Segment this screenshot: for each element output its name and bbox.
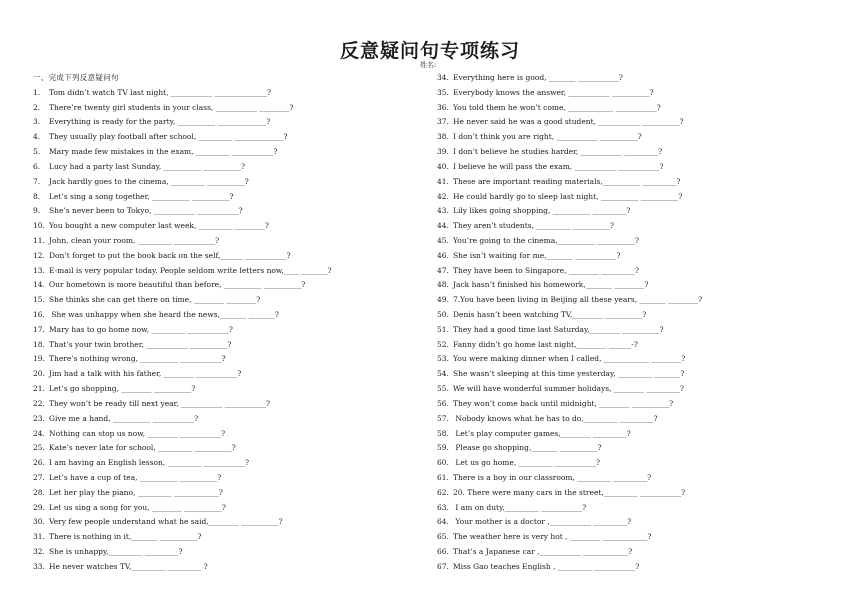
question-number: 20. xyxy=(33,369,45,379)
question-text: I don’t believe he studies harder, ___________ _________? xyxy=(453,147,663,157)
question-number: 46. xyxy=(437,250,449,260)
question-number: 29. xyxy=(33,502,45,512)
question-number: 36. xyxy=(437,102,449,112)
question-text: I don’t think you are right, ___________ __________? xyxy=(453,132,642,142)
question-item xyxy=(33,86,413,101)
question-item xyxy=(33,234,413,249)
question-number: 19. xyxy=(33,354,45,364)
question-number: 9. xyxy=(33,206,41,216)
question-item xyxy=(437,204,837,219)
question-number: 56. xyxy=(437,398,449,408)
question-item xyxy=(437,441,837,456)
question-number: 50. xyxy=(437,310,449,319)
question-item xyxy=(33,145,413,160)
question-text: You bought a new computer last week, _________ ________? xyxy=(49,221,269,231)
question-number: 7. xyxy=(33,176,41,186)
question-text: I believe he will pass the exam, ___________ ___________? xyxy=(453,161,664,171)
question-text: There is a boy in our classroom, _________ _________? xyxy=(453,472,652,482)
question-item xyxy=(437,86,837,101)
question-text: Please go shopping,_______ __________? xyxy=(453,443,602,453)
question-item xyxy=(33,486,413,501)
question-text: Miss Gao teaches English , _________ ___________? xyxy=(453,561,640,571)
question-item xyxy=(437,530,837,545)
question-text: You were making dinner when I called, ____________ ________? xyxy=(453,354,686,364)
question-item xyxy=(33,130,413,145)
question-text: Jack hasn’t finished his homework,_______ ________? xyxy=(453,280,649,290)
question-text: 20. There were many cars in the street,_________ ___________? xyxy=(453,487,686,497)
question-item xyxy=(437,560,837,575)
question-number: 33. xyxy=(33,561,45,571)
question-text: She isn’t waiting for me,_______ ___________? xyxy=(453,250,621,260)
question-text: Very few people understand what he said,________ __________? xyxy=(49,517,283,527)
question-text: E-mail is very popular today. People seldom write letters now,____ _______? xyxy=(49,265,332,275)
question-text: Mary has to go home now, _________ ___________? xyxy=(49,324,233,334)
question-number: 31. xyxy=(33,532,45,542)
question-item xyxy=(437,545,837,560)
question-number: 55. xyxy=(437,384,449,394)
question-item xyxy=(437,293,837,308)
question-number: 37. xyxy=(437,117,449,127)
question-item xyxy=(437,219,837,234)
question-text: He could hardly go to sleep last night, __________ __________? xyxy=(453,191,683,201)
question-text: She is unhappy,_________ _________? xyxy=(49,547,183,556)
question-text: Nothing can stop us now, ________ ___________? xyxy=(49,428,226,438)
question-number: 14. xyxy=(33,280,45,290)
question-text: These are important reading materials,__________ _________? xyxy=(453,176,681,186)
question-item xyxy=(33,219,413,234)
question-item xyxy=(437,175,837,190)
question-text: Let’s sing a song together, __________ __________? xyxy=(49,191,234,201)
question-item xyxy=(33,397,413,412)
question-number: 32. xyxy=(33,547,45,556)
question-number: 51. xyxy=(437,324,449,334)
question-text: Let us sing a song for you, ________ __________? xyxy=(49,502,226,512)
question-number: 34. xyxy=(437,73,449,82)
question-item xyxy=(33,264,413,279)
question-item xyxy=(437,71,837,86)
question-text: I am on duty,_________ ___________? xyxy=(453,502,587,512)
question-text: Let’s play computer games,________ _________? xyxy=(453,428,631,438)
question-number: 23. xyxy=(33,413,45,423)
question-number: 65. xyxy=(437,532,449,542)
question-text: There’s nothing wrong, __________ ___________? xyxy=(49,354,226,364)
question-number: 18. xyxy=(33,339,45,349)
question-text: She wasn’t sleeping at this time yesterday, _________ _______? xyxy=(453,369,685,379)
question-number: 47. xyxy=(437,265,449,275)
question-number: 12. xyxy=(33,250,45,260)
question-number: 8. xyxy=(33,191,41,201)
question-item xyxy=(33,427,413,442)
question-item xyxy=(437,427,837,442)
question-text: We will have wonderful summer holidays, ________ _________? xyxy=(453,384,684,394)
question-item xyxy=(33,530,413,545)
question-number: 43. xyxy=(437,206,449,216)
question-number: 60. xyxy=(437,458,449,468)
question-number: 52. xyxy=(437,339,449,349)
question-item xyxy=(437,367,837,382)
question-item xyxy=(437,382,837,397)
question-item xyxy=(33,352,413,367)
question-text: They usually play football after school, _________ _____________? xyxy=(49,132,288,142)
question-text: She was unhappy when she heard the news,_______ _______? xyxy=(49,310,279,319)
question-text: Let’s have a cup of tea, __________ __________? xyxy=(49,472,222,482)
question-number: 35. xyxy=(437,87,449,97)
question-number: 45. xyxy=(437,235,449,245)
question-item xyxy=(437,160,837,175)
question-number: 42. xyxy=(437,191,449,201)
question-item xyxy=(33,382,413,397)
question-number: 39. xyxy=(437,147,449,157)
question-text: There is nothing in it,_______ __________? xyxy=(49,532,202,542)
question-text: Lily likes going shopping, __________ _________? xyxy=(453,206,631,216)
question-number: 26. xyxy=(33,458,45,468)
question-text: Kate’s never late for school, _________ __________? xyxy=(49,443,236,453)
question-number: 66. xyxy=(437,547,449,556)
question-text: Tom didn’t watch TV last night, ___________ ______________? xyxy=(49,87,272,97)
question-item xyxy=(437,308,837,323)
question-item xyxy=(33,412,413,427)
question-number: 10. xyxy=(33,221,45,231)
question-number: 38. xyxy=(437,132,449,142)
question-number: 57. xyxy=(437,413,449,423)
question-number: 48. xyxy=(437,280,449,290)
question-number: 17. xyxy=(33,324,45,334)
question-text: They had a good time last Saturday,________ __________? xyxy=(453,324,664,334)
question-text: You told them he won’t come, ____________ ___________? xyxy=(453,102,661,112)
question-number: 44. xyxy=(437,221,449,231)
question-item xyxy=(437,234,837,249)
question-item xyxy=(33,545,413,560)
question-text: Your mother is a doctor ,___________ _________? xyxy=(453,517,632,527)
question-number: 5. xyxy=(33,147,41,157)
question-item xyxy=(437,323,837,338)
question-item xyxy=(33,204,413,219)
right-question-list xyxy=(437,71,837,575)
right-column xyxy=(437,71,837,575)
question-text: There’re twenty girl students in your class, ___________ ________? xyxy=(49,102,294,112)
question-text: Everything here is good, _______ ___________? xyxy=(453,73,623,82)
question-item xyxy=(437,249,837,264)
question-number: 62. xyxy=(437,487,449,497)
question-item xyxy=(437,471,837,486)
question-item xyxy=(437,264,837,279)
question-text: Let us go home, _________ ___________? xyxy=(453,458,601,468)
question-text: Mary made few mistakes in the exam, _________ ___________? xyxy=(49,147,278,157)
question-item xyxy=(33,175,413,190)
question-text: Lucy had a party last Sunday, __________ __________? xyxy=(49,161,246,171)
question-item xyxy=(437,101,837,116)
section-heading: 一、完成下列反意疑问句 xyxy=(33,73,119,82)
question-text: He never watches TV,_________ _________ ? xyxy=(49,561,208,571)
question-number: 1. xyxy=(33,87,41,97)
question-number: 58. xyxy=(437,428,449,438)
question-number: 6. xyxy=(33,161,41,171)
question-text: They have been to Singapore, ________ _________? xyxy=(453,265,639,275)
question-number: 53. xyxy=(437,354,449,364)
question-number: 27. xyxy=(33,472,45,482)
question-item xyxy=(437,130,837,145)
question-item xyxy=(33,308,413,323)
question-text: John, clean your room, _________ ___________? xyxy=(49,235,220,245)
question-item xyxy=(33,441,413,456)
question-item xyxy=(437,486,837,501)
question-number: 22. xyxy=(33,398,45,408)
question-item xyxy=(437,515,837,530)
question-item xyxy=(437,501,837,516)
question-text: Nobody knows what he has to do,_________ _________? xyxy=(453,413,658,423)
question-number: 16. xyxy=(33,310,45,319)
question-text: Don’t forget to put the book back on the self,______ ___________? xyxy=(49,250,291,260)
question-text: That’s a Japanese car ,___________ ____________? xyxy=(453,547,633,556)
question-number: 24. xyxy=(33,428,45,438)
question-text: She’s never been to Tokyo, ___________ ___________? xyxy=(49,206,243,216)
question-text: Everybody knows the answer, ___________ __________? xyxy=(453,87,654,97)
question-number: 30. xyxy=(33,517,45,527)
question-item xyxy=(33,338,413,353)
question-item xyxy=(33,323,413,338)
page-title: 反意疑问句专项练习 xyxy=(339,40,520,62)
question-number: 41. xyxy=(437,176,449,186)
question-number: 61. xyxy=(437,472,449,482)
question-item xyxy=(33,101,413,116)
question-item xyxy=(33,367,413,382)
question-text: Our hometown is more beautiful than before, __________ __________? xyxy=(49,280,306,290)
question-number: 63. xyxy=(437,502,449,512)
question-item xyxy=(437,352,837,367)
question-number: 67. xyxy=(437,561,449,571)
question-number: 11. xyxy=(33,235,45,245)
question-text: He never said he was a good student, ___________ __________? xyxy=(453,117,684,127)
question-number: 21. xyxy=(33,384,45,394)
question-number: 13. xyxy=(33,265,45,275)
question-item xyxy=(437,115,837,130)
question-text: Jim had a talk with his father, ________ ___________? xyxy=(49,369,242,379)
question-text: Give me a hand, __________ ___________? xyxy=(49,413,199,423)
question-text: Everything is ready for the party, __________ _____________? xyxy=(49,117,271,127)
question-text: Let her play the piano, _________ ____________? xyxy=(49,487,223,497)
question-text: They won’t come back until midnight, ________ __________? xyxy=(453,398,674,408)
question-item xyxy=(437,278,837,293)
question-item xyxy=(437,456,837,471)
question-number: 40. xyxy=(437,161,449,171)
question-number: 49. xyxy=(437,295,449,305)
question-text: She thinks she can get there on time, ________ ________? xyxy=(49,295,261,305)
question-text: They aren’t students, _________ __________? xyxy=(453,221,615,231)
left-question-list xyxy=(33,86,413,575)
question-number: 15. xyxy=(33,295,45,305)
question-item xyxy=(33,501,413,516)
question-item xyxy=(33,471,413,486)
question-item xyxy=(437,397,837,412)
question-text: Jack hardly goes to the cinema, _________ __________? xyxy=(49,176,249,186)
question-item xyxy=(437,190,837,205)
left-column xyxy=(33,71,413,575)
question-item xyxy=(33,293,413,308)
question-number: 64. xyxy=(437,517,449,527)
question-text: Denis hasn’t been watching TV,________ __________? xyxy=(453,310,647,319)
question-item xyxy=(33,249,413,264)
question-text: I am having an English lesson, _________ ___________? xyxy=(49,458,249,468)
question-text: That’s your twin brother, ___________ __________? xyxy=(49,339,232,349)
question-text: Fanny didn’t go home last night,________ ______-? xyxy=(453,339,638,349)
question-number: 25. xyxy=(33,443,45,453)
question-number: 54. xyxy=(437,369,449,379)
question-item xyxy=(437,338,837,353)
question-item xyxy=(33,115,413,130)
question-number: 59. xyxy=(437,443,449,453)
question-item xyxy=(33,515,413,530)
question-text: You’re going to the cinema,__________ __________? xyxy=(453,235,639,245)
question-item xyxy=(437,412,837,427)
question-item xyxy=(33,190,413,205)
question-text: Let’s go shopping, ________ __________? xyxy=(49,384,196,394)
question-item xyxy=(33,456,413,471)
name-label: 姓名: xyxy=(420,61,437,69)
question-number: 3. xyxy=(33,117,41,127)
question-number: 2. xyxy=(33,102,41,112)
question-item xyxy=(437,145,837,160)
question-text: 7.You have been living in Beijing all these years, _______ ________? xyxy=(453,295,703,305)
question-item xyxy=(33,160,413,175)
question-item xyxy=(33,560,413,575)
question-text: They won’t be ready till next year, ___________ ___________? xyxy=(49,398,271,408)
question-item xyxy=(33,278,413,293)
question-number: 4. xyxy=(33,132,41,142)
question-text: The weather here is very hot , ________ ____________? xyxy=(453,532,652,542)
question-number: 28. xyxy=(33,487,45,497)
